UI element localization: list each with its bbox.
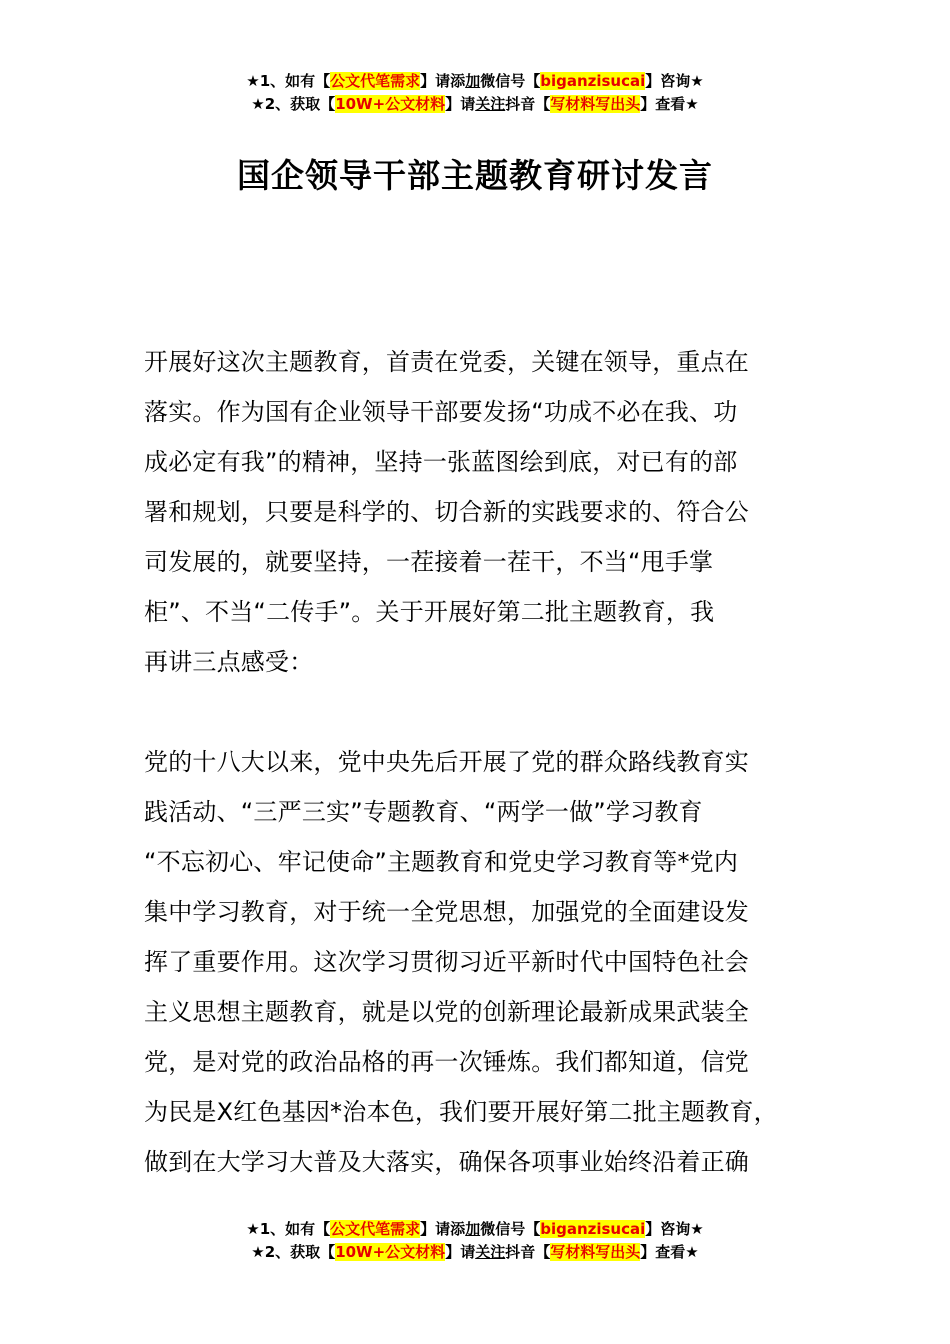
banner-text: 抖音【: [505, 1243, 551, 1261]
banner-underline: 关注: [475, 1243, 506, 1261]
paragraph-line: 柜”、不当“二传手”。关于开展好第二批主题教育，我: [144, 598, 715, 626]
banner-highlight: 公文代笔需求: [330, 1220, 421, 1238]
banner-text: 】咨询★: [645, 1220, 704, 1238]
banner-highlight: biganzisucai: [540, 72, 646, 90]
banner-text: 微信号【: [480, 1220, 541, 1238]
paragraph-line: 集中学习教育，对于统一全党思想，加强党的全面建设发: [144, 898, 749, 926]
footer-line-1: [0, 1218, 950, 1241]
banner-highlight: 写材料写出头: [550, 95, 641, 113]
paragraph-line: 党的十八大以来，党中央先后开展了党的群众路线教育实: [144, 748, 749, 776]
header-banner: [0, 70, 950, 116]
banner-text: ★2、获取【: [251, 1243, 336, 1261]
banner-text: 】请: [445, 95, 476, 113]
banner-underline: 加: [465, 1220, 481, 1238]
banner-highlight: 10W+公文材料: [335, 1243, 446, 1261]
banner-text: 】请添: [420, 72, 466, 90]
paragraph-line: 党，是对党的政治品格的再一次锤炼。我们都知道，信党: [144, 1048, 749, 1076]
footer-banner: [0, 1218, 950, 1264]
banner-text: 】请添: [420, 1220, 466, 1238]
paragraph-line: 为民是X红色基因*治本色，我们要开展好第二批主题教育，: [144, 1098, 778, 1126]
banner-text: ★1、如有【: [246, 72, 331, 90]
document-title: 国企领导干部主题教育研讨发言: [237, 156, 713, 195]
paragraph-line: 署和规划，只要是科学的、切合新的实践要求的、符合公: [144, 498, 749, 526]
paragraph-line: 践活动、“三严三实”专题教育、“两学一做”学习教育: [144, 798, 703, 826]
paragraph-line: 司发展的，就要坚持，一茬接着一茬干，不当“甩手掌: [144, 548, 714, 576]
banner-text: 】查看★: [640, 1243, 699, 1261]
banner-text: 】咨询★: [645, 72, 704, 90]
banner-highlight: 写材料写出头: [550, 1243, 641, 1261]
paragraph-line: 做到在大学习大普及大落实，确保各项事业始终沿着正确: [144, 1148, 749, 1176]
paragraph-line: 开展好这次主题教育，首责在党委，关键在领导，重点在: [144, 348, 749, 376]
paragraph-1: [144, 337, 834, 687]
banner-underline: 关注: [475, 95, 506, 113]
paragraph-line: “不忘初心、牢记使命”主题教育和党史学习教育等*党内: [144, 848, 739, 876]
paragraph-line: 再讲三点感受：: [144, 648, 314, 676]
paragraph-2: [144, 737, 834, 1187]
header-line-2: [0, 93, 950, 116]
banner-text: 】查看★: [640, 95, 699, 113]
banner-highlight: 10W+公文材料: [335, 95, 446, 113]
paragraph-line: 落实。作为国有企业领导干部要发扬“功成不必在我、功: [144, 398, 738, 426]
paragraph-line: 挥了重要作用。这次学习贯彻习近平新时代中国特色社会: [144, 948, 749, 976]
header-line-1: [0, 70, 950, 93]
paragraph-line: 主义思想主题教育，就是以党的创新理论最新成果武装全: [144, 998, 749, 1026]
banner-highlight: 公文代笔需求: [330, 72, 421, 90]
banner-highlight: biganzisucai: [540, 1220, 646, 1238]
banner-text: 微信号【: [480, 72, 541, 90]
paragraph-line: 成必定有我”的精神，坚持一张蓝图绘到底，对已有的部: [144, 448, 738, 476]
footer-line-2: [0, 1241, 950, 1264]
banner-text: 抖音【: [505, 95, 551, 113]
banner-underline: 加: [465, 72, 481, 90]
banner-text: 】请: [445, 1243, 476, 1261]
banner-text: ★2、获取【: [251, 95, 336, 113]
banner-text: ★1、如有【: [246, 1220, 331, 1238]
